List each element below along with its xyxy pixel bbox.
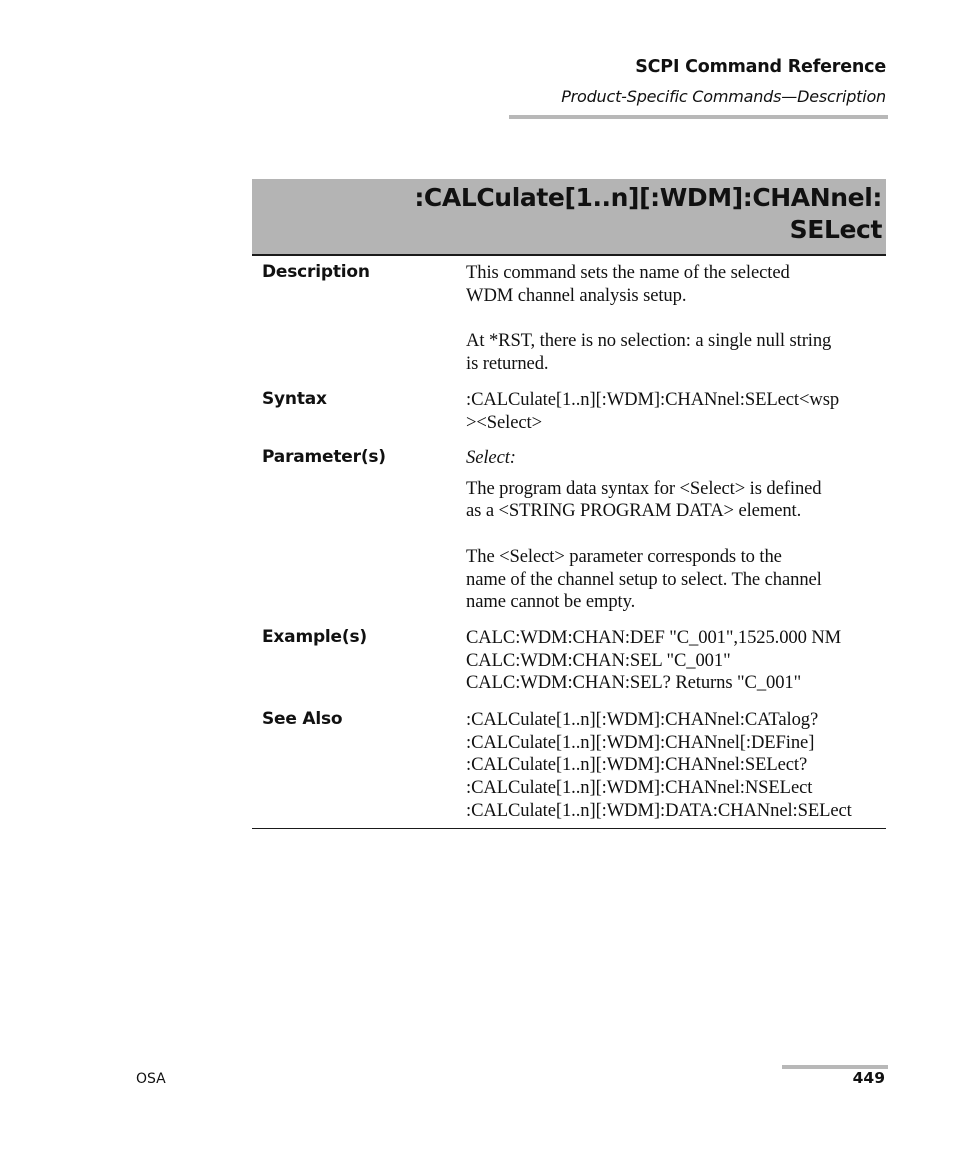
parameter-name: Select: bbox=[466, 447, 516, 468]
command-title-box bbox=[252, 179, 886, 256]
parameter-line: as a <STRING PROGRAM DATA> element. bbox=[466, 500, 802, 522]
page-number: 449 bbox=[852, 1069, 885, 1087]
examples-text bbox=[466, 627, 841, 695]
description-line: is returned. bbox=[466, 352, 549, 374]
parameter-paragraph-1 bbox=[466, 478, 822, 523]
syntax-line: ><Select> bbox=[466, 411, 542, 433]
example-line: CALC:WDM:CHAN:SEL? Returns "C_001" bbox=[466, 672, 802, 694]
description-line: WDM channel analysis setup. bbox=[466, 284, 687, 306]
command-title-line-1: :CALCulate[1..n][:WDM]:CHANnel: bbox=[414, 183, 882, 212]
description-label: Description bbox=[262, 262, 370, 282]
description-text bbox=[466, 262, 831, 376]
running-header-title: SCPI Command Reference bbox=[635, 57, 886, 77]
syntax-label: Syntax bbox=[262, 389, 327, 409]
parameters-label: Parameter(s) bbox=[262, 447, 386, 467]
header-divider bbox=[509, 115, 888, 119]
table-bottom-rule bbox=[252, 828, 886, 829]
parameter-paragraph-2 bbox=[466, 546, 822, 614]
syntax-text bbox=[466, 389, 839, 434]
examples-label: Example(s) bbox=[262, 627, 367, 647]
description-line: At *RST, there is no selection: a single null string bbox=[466, 330, 832, 352]
see-also-item: :CALCulate[1..n][:WDM]:CHANnel:NSELect bbox=[466, 777, 813, 799]
footer-product-name: OSA bbox=[136, 1071, 166, 1087]
see-also-item: :CALCulate[1..n][:WDM]:CHANnel:SELect? bbox=[466, 754, 808, 776]
parameter-line: The program data syntax for <Select> is defined bbox=[466, 477, 822, 499]
command-title bbox=[414, 182, 882, 246]
running-header-subtitle: Product-Specific Commands—Description bbox=[561, 87, 886, 106]
see-also-item: :CALCulate[1..n][:WDM]:DATA:CHANnel:SELect bbox=[466, 799, 852, 821]
see-also-label: See Also bbox=[262, 709, 343, 729]
see-also-item: :CALCulate[1..n][:WDM]:CHANnel[:DEFine] bbox=[466, 731, 815, 753]
example-line: CALC:WDM:CHAN:SEL "C_001" bbox=[466, 649, 731, 671]
parameter-line: name cannot be empty. bbox=[466, 591, 636, 613]
description-paragraph-1 bbox=[466, 262, 831, 307]
parameter-line: The <Select> parameter corresponds to the bbox=[466, 545, 782, 567]
parameters-text bbox=[466, 447, 822, 614]
syntax-line: :CALCulate[1..n][:WDM]:CHANnel:SELect<wsp bbox=[466, 389, 840, 410]
example-line: CALC:WDM:CHAN:DEF "C_001",1525.000 NM bbox=[466, 627, 842, 648]
see-also-item: :CALCulate[1..n][:WDM]:CHANnel:CATalog? bbox=[466, 709, 819, 730]
see-also-list bbox=[466, 709, 852, 823]
description-line: This command sets the name of the selected bbox=[466, 262, 790, 283]
parameter-line: name of the channel setup to select. The channel bbox=[466, 568, 822, 590]
command-title-line-2: SELect bbox=[789, 215, 882, 244]
description-paragraph-2 bbox=[466, 330, 831, 375]
